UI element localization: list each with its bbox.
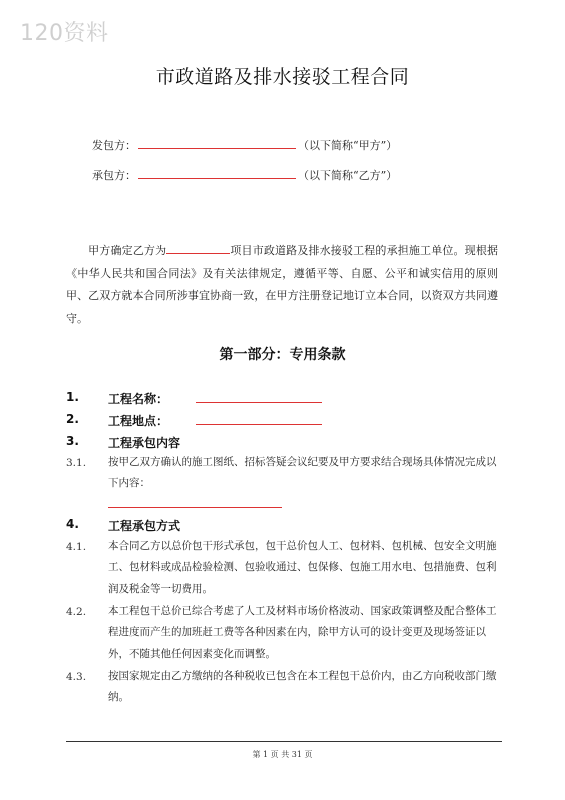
clause-number: 4.1. — [66, 541, 87, 553]
section-title-scope: 工程承包内容 — [108, 436, 181, 450]
employer-blank[interactable] — [138, 139, 296, 149]
intro-part2: 项目市政道路及排水接驳工程的承担施工单位。现根据《中华人民共和国合同法》及有关法律规定，遵循平等、自愿、公平和诚实信用的原则甲、乙双方就本合同所涉事宜协商一致，在甲方注册登记地订立本合同，以资双方共同遵守。 — [66, 244, 498, 326]
watermark: 120资料 — [20, 21, 109, 46]
section-number: 2. — [66, 412, 79, 426]
scope-content-field[interactable] — [108, 498, 282, 508]
clause-text: 本工程包干总价已综合考虑了人工及材料市场价格波动、国家政策调整及配合整体工程进度而产生的加班赶工费等各种因素在内，除甲方认可的设计变更及现场签证以外，不随其他任何因素变化而调整。 — [108, 605, 497, 660]
employer-line — [92, 137, 397, 153]
clause-text: 按国家规定由乙方缴纳的各种税收已包含在本工程包干总价内，由乙方向税收部门缴纳。 — [108, 670, 497, 704]
section-title-project-location: 工程地点： — [108, 414, 169, 428]
project-name-field[interactable] — [196, 393, 322, 403]
section-number: 3. — [66, 434, 79, 448]
page-title: 市政道路及排水接驳工程合同 — [155, 66, 410, 88]
contractor-line — [92, 167, 397, 183]
clause-number: 4.2. — [66, 606, 87, 618]
project-name-blank[interactable] — [166, 244, 230, 254]
clause-text: 按甲乙双方确认的施工图纸、招标答疑会议纪要及甲方要求结合现场具体情况完成以下内容： — [108, 456, 497, 490]
section-number: 1. — [66, 390, 79, 404]
section-title-project-name: 工程名称： — [108, 392, 169, 406]
clause-number: 3.1. — [66, 457, 87, 469]
clause-number: 4.3. — [66, 671, 87, 683]
intro-paragraph — [66, 240, 498, 331]
employer-label: 发包方： — [92, 139, 136, 152]
contractor-blank[interactable] — [138, 169, 296, 179]
section-number: 4. — [66, 517, 79, 531]
intro-part1: 甲方确定乙方为 — [88, 244, 167, 257]
page-number: 第 1 页 共 31 页 — [252, 750, 313, 759]
contractor-label: 承包方： — [92, 169, 136, 182]
part-heading: 第一部分：专用条款 — [219, 347, 346, 363]
clause-text: 本合同乙方以总价包干形式承包，包干总价包人工、包材料、包机械、包安全文明施工、包材料或成品检验检测、包验收通过、包保修、包施工用水电、包措施费、包利润及税金等一切费用。 — [108, 540, 497, 595]
section-title-contract-method: 工程承包方式 — [108, 519, 181, 533]
footer-divider — [66, 741, 502, 742]
employer-suffix: （以下简称“甲方”） — [298, 139, 398, 152]
project-location-field[interactable] — [196, 415, 322, 425]
contractor-suffix: （以下简称“乙方”） — [298, 169, 398, 182]
